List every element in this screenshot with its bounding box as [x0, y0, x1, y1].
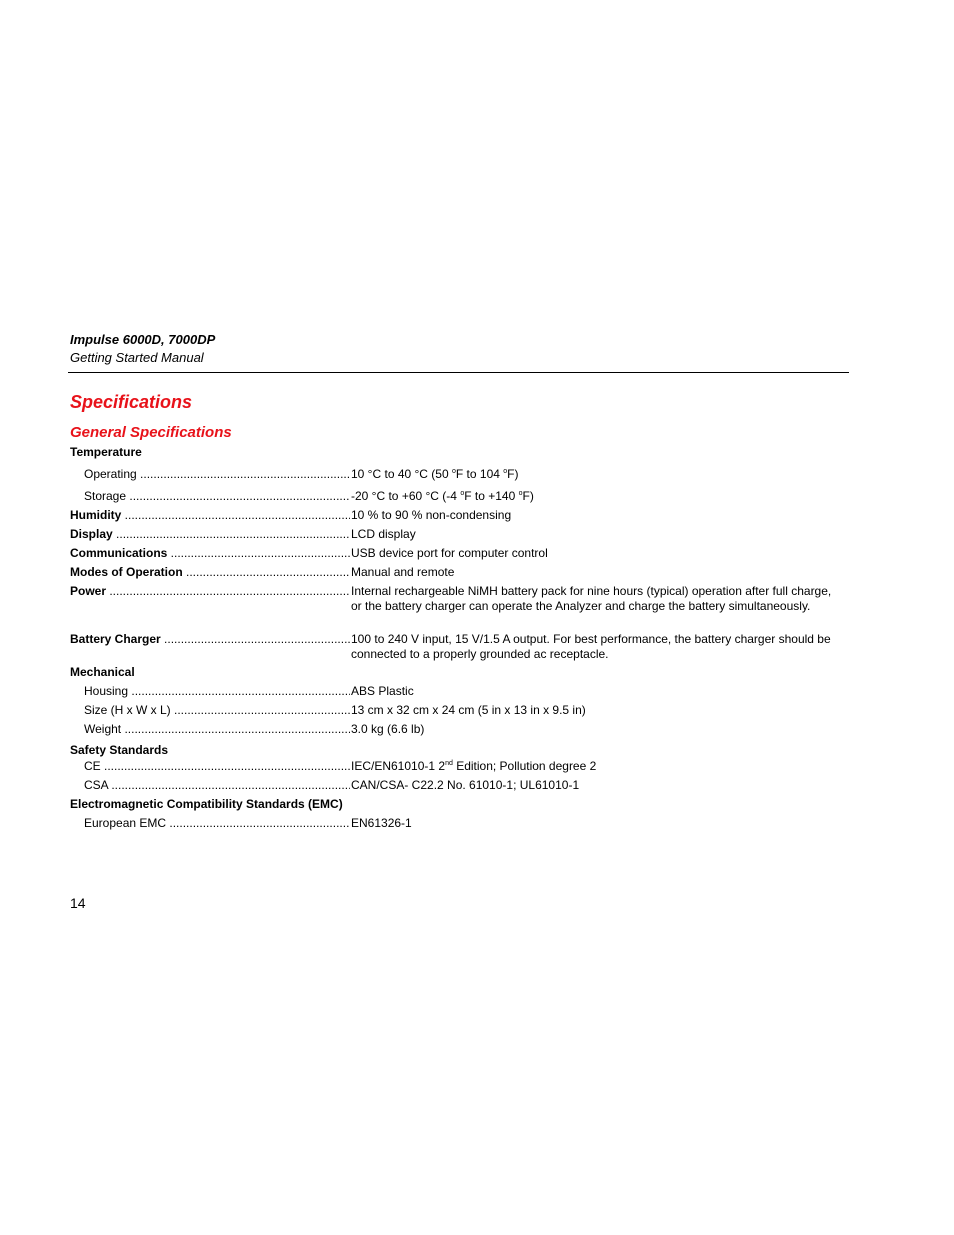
safety-heading: Safety Standards — [70, 743, 169, 757]
spec-label: Size (H x W x L) ..... — [84, 703, 350, 718]
spec-label: Operating ..... — [84, 467, 350, 482]
running-header-product: Impulse 6000D, 7000DP — [70, 332, 216, 347]
spec-value: 10 % to 90 % non-condensing — [351, 508, 512, 522]
spec-label: Display ..... — [70, 527, 350, 542]
spec-label: European EMC ..... — [84, 816, 350, 831]
header-divider — [68, 372, 849, 373]
spec-label: Power ..... — [70, 584, 350, 599]
page-number: 14 — [70, 895, 86, 911]
section-heading: General Specifications — [70, 424, 232, 441]
emc-heading: Electromagnetic Compatibility Standards (EMC) — [70, 797, 343, 811]
spec-value: 100 to 240 V input, 15 V/1.5 A output. For best performance, the battery charger should be connected to a properly grounded ac receptacle. — [351, 632, 831, 661]
spec-label: Modes of Operation ..... — [70, 565, 350, 580]
spec-value: 3.0 kg (6.6 lb) — [351, 722, 425, 736]
spec-value: -20 °C to +60 °C (-4 $^o$F to +140 $^o$F) — [351, 489, 534, 503]
spec-value: Manual and remote — [351, 565, 455, 579]
spec-label: Storage ..... — [84, 489, 350, 504]
mechanical-heading: Mechanical — [70, 665, 135, 679]
spec-label: Communications ..... — [70, 546, 350, 561]
spec-label: CSA ..... — [84, 778, 350, 793]
page-title: Specifications — [70, 392, 193, 412]
running-header-manual: Getting Started Manual — [70, 350, 204, 365]
spec-label: Housing ..... — [84, 684, 350, 699]
spec-label: Battery Charger ..... — [70, 632, 350, 647]
spec-label: Weight ..... — [84, 722, 350, 737]
spec-value: CAN/CSA- C22.2 No. 61010-1; UL61010-1 — [351, 778, 580, 792]
spec-value: Internal rechargeable NiMH battery pack for nine hours (typical) operation after full charge, or the battery charger can operate the Analyzer and charge the battery simultaneously. — [351, 584, 832, 613]
temperature-heading: Temperature — [70, 445, 142, 459]
spec-label: Humidity ..... — [70, 508, 350, 523]
spec-value: USB device port for computer control — [351, 546, 548, 560]
spec-value: 10 °C to 40 °C (50 $^o$F to 104 $^o$F) — [351, 467, 519, 481]
spec-value: EN61326-1 — [351, 816, 412, 830]
spec-value: ABS Plastic — [351, 684, 414, 698]
spec-label: CE ..... — [84, 759, 350, 774]
spec-value: 13 cm x 32 cm x 24 cm (5 in x 13 in x 9.5 in) — [351, 703, 586, 717]
spec-value: LCD display — [351, 527, 416, 541]
spec-value: IEC/EN61010-1 2nd Edition; Pollution degree 2 — [351, 759, 597, 773]
